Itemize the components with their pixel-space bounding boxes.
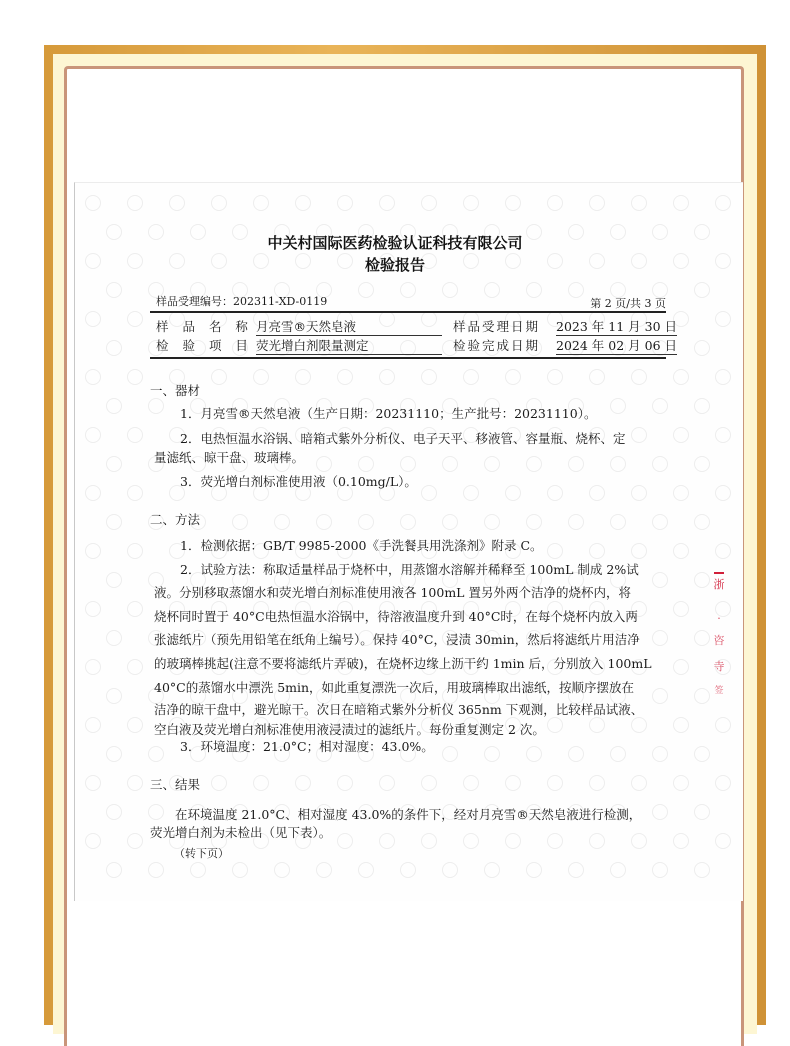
result-text: 在环境温度 21.0°C、相对湿度 43.0%的条件下，经对月亮雪®天然皂液进行检测， [175, 807, 642, 822]
watermark-mark [505, 195, 521, 211]
watermark-mark [337, 833, 353, 849]
watermark-mark [610, 398, 626, 414]
watermark-mark [484, 862, 500, 878]
watermark-mark [652, 514, 668, 530]
method-item-cont: 空白液及荧光增白剂标准使用液浸渍过的滤纸片。每份重复测定 2 次。 [154, 722, 545, 737]
watermark-mark [610, 514, 626, 530]
method-item: 2．试验方法：称取适量样品于烧杯中，用蒸馏水溶解并稀释至 100mL 制成 2%试 [180, 562, 639, 577]
watermark-mark [85, 775, 101, 791]
watermark-mark [106, 862, 122, 878]
watermark-mark [463, 195, 479, 211]
watermark-mark [568, 514, 584, 530]
watermark-mark [85, 659, 101, 675]
watermark-mark [337, 775, 353, 791]
watermark-mark [358, 862, 374, 878]
watermark-mark [127, 833, 143, 849]
watermark-mark [526, 746, 542, 762]
watermark-mark [106, 514, 122, 530]
page-indicator: 第 2 页/共 3 页 [590, 297, 666, 310]
watermark-mark [673, 485, 689, 501]
watermark-mark [652, 804, 668, 820]
watermark-mark [127, 717, 143, 733]
watermark-mark [463, 369, 479, 385]
watermark-mark [631, 195, 647, 211]
watermark-mark [631, 427, 647, 443]
materials-item: 1．月亮雪®天然皂液（生产日期：20231110；生产批号：20231110）。 [180, 406, 597, 421]
watermark-mark [421, 195, 437, 211]
info-label-test-item: 检 验 项 目 [156, 338, 253, 353]
watermark-mark [337, 195, 353, 211]
watermark-mark [610, 456, 626, 472]
watermark-mark [232, 514, 248, 530]
receive-date-value: 2023 年 11 月 30 日 [556, 319, 677, 334]
watermark-mark [379, 775, 395, 791]
watermark-mark [652, 862, 668, 878]
header-rule-bottom [150, 357, 666, 359]
watermark-mark [715, 775, 731, 791]
watermark-mark [463, 485, 479, 501]
watermark-mark [85, 543, 101, 559]
watermark-mark [400, 514, 416, 530]
watermark-mark [715, 195, 731, 211]
watermark-mark [148, 804, 164, 820]
watermark-mark [547, 543, 563, 559]
method-item-cont: 40°C的蒸馏水中漂洗 5min，如此重复漂洗一次后，用玻璃棒取出滤纸，按顺序摆放在 [154, 680, 635, 695]
watermark-mark [484, 456, 500, 472]
watermark-mark [106, 572, 122, 588]
watermark-mark [526, 862, 542, 878]
watermark-mark [652, 456, 668, 472]
section-heading-method: 二、方法 [150, 512, 201, 527]
watermark-mark [295, 775, 311, 791]
watermark-mark [127, 427, 143, 443]
watermark-mark [547, 833, 563, 849]
watermark-mark [106, 282, 122, 298]
watermark-mark [421, 775, 437, 791]
watermark-mark [694, 514, 710, 530]
watermark-mark [106, 456, 122, 472]
watermark-mark [694, 456, 710, 472]
company-name: 中关村国际医药检验认证科技有限公司 [267, 234, 523, 252]
watermark-mark [316, 456, 332, 472]
watermark-mark [295, 369, 311, 385]
watermark-mark [505, 775, 521, 791]
watermark-mark [106, 688, 122, 704]
watermark-mark [442, 456, 458, 472]
watermark-mark [589, 833, 605, 849]
watermark-mark [148, 746, 164, 762]
watermark-mark [106, 746, 122, 762]
watermark-mark [589, 369, 605, 385]
watermark-mark [253, 369, 269, 385]
watermark-mark [505, 369, 521, 385]
watermark-mark [505, 833, 521, 849]
watermark-mark [568, 456, 584, 472]
watermark-mark [694, 572, 710, 588]
watermark-mark [127, 485, 143, 501]
watermark-mark [589, 717, 605, 733]
watermark-mark [673, 195, 689, 211]
info-value-complete-date [556, 338, 677, 355]
watermark-mark [127, 369, 143, 385]
watermark-mark [148, 398, 164, 414]
watermark-mark [169, 195, 185, 211]
sample-number: 样品受理编号：202311-XD-0119 [156, 295, 328, 308]
watermark-mark [253, 775, 269, 791]
watermark-mark [127, 543, 143, 559]
watermark-mark [673, 775, 689, 791]
materials-item-cont: 量滤纸、晾干盘、玻璃棒。 [154, 450, 305, 465]
watermark-mark [127, 659, 143, 675]
watermark-mark [673, 659, 689, 675]
watermark-mark [148, 862, 164, 878]
watermark-mark [715, 369, 731, 385]
info-value-receive-date [556, 319, 677, 336]
watermark-mark [442, 282, 458, 298]
watermark-mark [631, 833, 647, 849]
watermark-mark [568, 862, 584, 878]
watermark-mark [715, 311, 731, 327]
method-item: 3．环境温度：21.0°C；相对湿度：43.0%。 [180, 739, 434, 754]
watermark-mark [526, 514, 542, 530]
watermark-mark [106, 804, 122, 820]
watermark-mark [631, 717, 647, 733]
section-heading-result: 三、结果 [150, 777, 201, 792]
watermark-mark [211, 369, 227, 385]
watermark-mark [694, 340, 710, 356]
watermark-mark [106, 340, 122, 356]
watermark-mark [694, 688, 710, 704]
watermark-mark [85, 369, 101, 385]
report-title: 检验报告 [364, 256, 425, 274]
watermark-mark [442, 514, 458, 530]
watermark-mark [484, 746, 500, 762]
watermark-mark [358, 456, 374, 472]
watermark-mark [484, 282, 500, 298]
watermark-mark [379, 369, 395, 385]
watermark-mark [211, 775, 227, 791]
complete-date-value: 2024 年 02 月 06 日 [556, 338, 677, 353]
watermark-mark [190, 862, 206, 878]
header-rule-top [150, 311, 666, 313]
watermark-mark [85, 311, 101, 327]
watermark-mark [232, 862, 248, 878]
watermark-mark [484, 514, 500, 530]
watermark-mark [673, 717, 689, 733]
watermark-mark [85, 717, 101, 733]
watermark-mark [274, 862, 290, 878]
watermark-mark [379, 833, 395, 849]
watermark-mark [358, 282, 374, 298]
watermark-mark [85, 601, 101, 617]
watermark-mark [631, 775, 647, 791]
watermark-mark [694, 804, 710, 820]
watermark-mark [589, 195, 605, 211]
watermark-mark [400, 456, 416, 472]
watermark-mark [400, 862, 416, 878]
watermark-mark [379, 195, 395, 211]
watermark-mark [421, 369, 437, 385]
watermark-mark [589, 775, 605, 791]
watermark-mark [127, 775, 143, 791]
watermark-mark [526, 456, 542, 472]
watermark-mark [505, 485, 521, 501]
materials-item: 3．荧光增白剂标准使用液（0.10mg/L）。 [180, 474, 417, 489]
watermark-mark [547, 717, 563, 733]
continued-note: （转下页） [174, 847, 229, 860]
watermark-mark [85, 427, 101, 443]
watermark-mark [673, 427, 689, 443]
watermark-mark [442, 746, 458, 762]
info-label-complete-date: 检验完成日期 [453, 338, 541, 353]
watermark-mark [631, 369, 647, 385]
method-item-cont: 烧杯同时置于 40°C电热恒温水浴锅中，待溶液温度升到 40°C时，在每个烧杯内放入两 [154, 609, 638, 624]
watermark-mark [295, 195, 311, 211]
watermark-mark [316, 514, 332, 530]
watermark-mark [673, 369, 689, 385]
watermark-mark [127, 601, 143, 617]
watermark-mark [715, 427, 731, 443]
watermark-mark [610, 862, 626, 878]
watermark-mark [106, 630, 122, 646]
watermark-mark [589, 485, 605, 501]
watermark-mark [694, 746, 710, 762]
method-item-cont: 张滤纸片（预先用铅笔在纸角上编号）。保持 40°C，浸渍 30min，然后将滤纸片用洁净 [154, 632, 640, 647]
watermark-mark [631, 485, 647, 501]
watermark-mark [547, 195, 563, 211]
watermark-mark [652, 398, 668, 414]
watermark-mark [526, 282, 542, 298]
result-text-cont: 荧光增白剂为未检出（见下表）。 [150, 825, 332, 840]
info-value-test-item [256, 338, 442, 355]
watermark-mark [85, 833, 101, 849]
watermark-mark [673, 543, 689, 559]
watermark-mark [652, 630, 668, 646]
watermark-mark [127, 195, 143, 211]
method-item: 1．检测依据：GB/T 9985-2000《手洗餐具用洗涤剂》附录 C。 [180, 538, 543, 553]
watermark-mark [715, 717, 731, 733]
watermark-mark [400, 282, 416, 298]
watermark-mark [631, 543, 647, 559]
watermark-mark [568, 746, 584, 762]
watermark-mark [211, 195, 227, 211]
official-seal: 浙 · 咨 寺 签 [712, 572, 728, 702]
watermark-mark [694, 398, 710, 414]
watermark-mark [652, 572, 668, 588]
info-label-receive-date: 样品受理日期 [453, 319, 541, 334]
watermark-mark [253, 195, 269, 211]
watermark-mark [610, 746, 626, 762]
sample-name-value: 月亮雪®天然皂液 [256, 319, 442, 336]
watermark-mark [547, 775, 563, 791]
watermark-mark [589, 543, 605, 559]
watermark-mark [673, 601, 689, 617]
watermark-mark [85, 485, 101, 501]
watermark-mark [547, 369, 563, 385]
method-item-cont: 液。分别移取蒸馏水和荧光增白剂标准使用液各 100mL 置另外两个洁净的烧杯内，将 [154, 585, 631, 600]
watermark-mark [652, 746, 668, 762]
watermark-mark [715, 485, 731, 501]
watermark-mark [421, 833, 437, 849]
watermark-mark [652, 688, 668, 704]
info-label-sample-name: 样 品 名 称 [156, 319, 253, 334]
watermark-mark [547, 485, 563, 501]
watermark-mark [85, 195, 101, 211]
watermark-mark [421, 485, 437, 501]
watermark-mark [274, 514, 290, 530]
watermark-mark [694, 630, 710, 646]
watermark-mark [694, 282, 710, 298]
watermark-mark [106, 398, 122, 414]
watermark-mark [463, 775, 479, 791]
test-item-value: 荧光增白剂限量测定 [256, 338, 442, 355]
watermark-mark [442, 862, 458, 878]
watermark-mark [694, 862, 710, 878]
watermark-mark [673, 833, 689, 849]
method-item-cont: 的玻璃棒挑起(注意不要将滤纸片弄破)，在烧杯边缘上沥干约 1min 后，分别放入 100mL [154, 656, 652, 671]
method-item-cont: 洁净的晾干盘中，避光晾干。次日在暗箱式紫外分析仪 365nm 下观测，比较样品试液、 [154, 702, 644, 717]
watermark-mark [127, 311, 143, 327]
watermark-mark [316, 862, 332, 878]
section-heading-materials: 一、器材 [150, 383, 201, 398]
watermark-mark [463, 833, 479, 849]
watermark-mark [358, 514, 374, 530]
materials-item: 2．电热恒温水浴锅、暗箱式紫外分析仪、电子天平、移液管、容量瓶、烧杯、定 [180, 431, 626, 446]
watermark-mark [715, 833, 731, 849]
watermark-mark [715, 543, 731, 559]
watermark-mark [337, 369, 353, 385]
info-value-sample-name [256, 319, 442, 336]
